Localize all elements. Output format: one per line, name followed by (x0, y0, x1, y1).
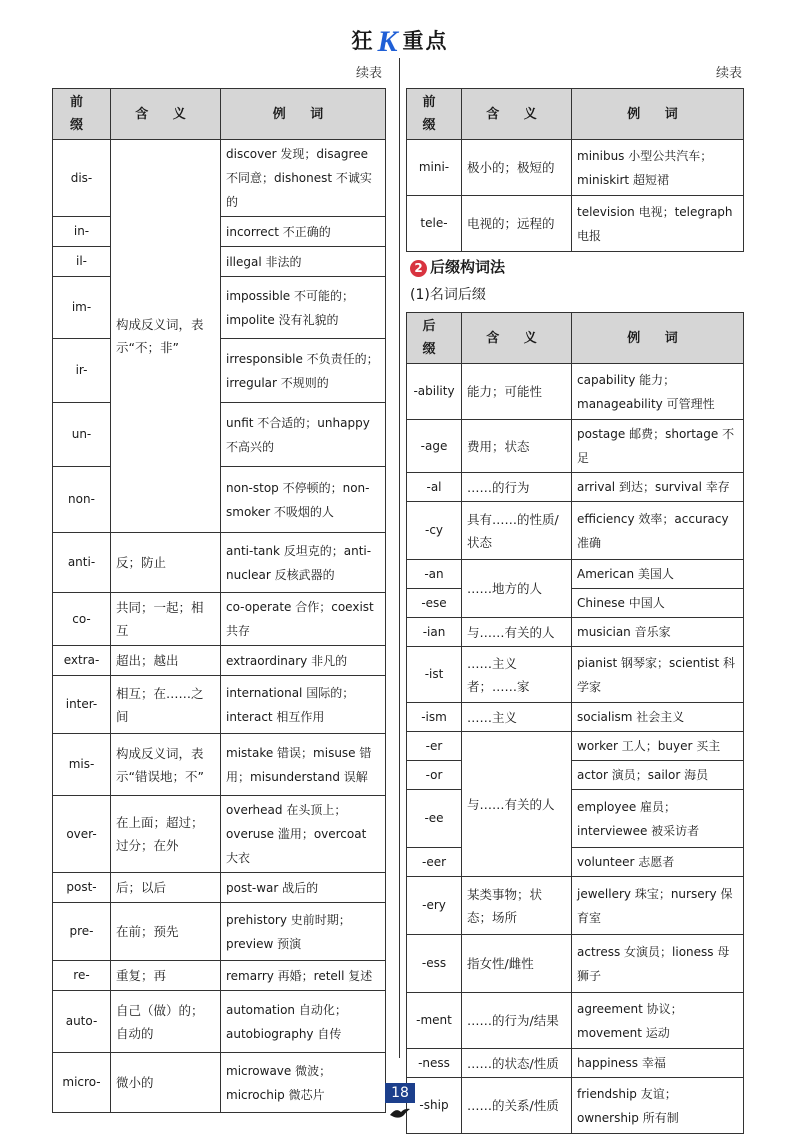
example-cell: remarry 再婚；retell 复述 (221, 961, 386, 991)
table-row (407, 1049, 744, 1078)
table-row (53, 140, 386, 217)
merged-meaning-cell: ……地方的人 (462, 560, 572, 618)
meaning-cell: ……的行为 (462, 473, 572, 502)
prefix-cell: mini- (407, 140, 462, 196)
section-title (410, 256, 505, 277)
table-row (407, 877, 744, 935)
example-cell: jewellery 珠宝；nursery 保育室 (572, 877, 744, 935)
suffix-cell: -ment (407, 993, 462, 1049)
example-cell: international 国际的；interact 相互作用 (221, 676, 386, 734)
prefix-cell: mis- (53, 734, 111, 796)
example-cell: friendship 友谊；ownership 所有制 (572, 1078, 744, 1134)
meaning-cell: ……的关系/性质 (462, 1078, 572, 1134)
header-k-logo: K (377, 25, 400, 58)
example-cell: co-operate 合作；coexist 共存 (221, 593, 386, 646)
suffix-cell: -ess (407, 935, 462, 993)
example-cell: capability 能力；manageability 可管理性 (572, 364, 744, 420)
example-cell: American 美国人 (572, 560, 744, 589)
suffix-cell: -cy (407, 502, 462, 560)
table-row (407, 473, 744, 502)
table-row (53, 873, 386, 903)
example-cell: actress 女演员；lioness 母狮子 (572, 935, 744, 993)
meaning-cell: ……的行为/结果 (462, 993, 572, 1049)
section-title-text: 后缀构词法 (430, 258, 506, 276)
meaning-cell: 具有……的性质/状态 (462, 502, 572, 560)
suffix-cell: -eer (407, 848, 462, 877)
suffix-cell: -ship (407, 1078, 462, 1134)
table-row (407, 589, 744, 618)
table-row (53, 646, 386, 676)
prefix-cell: tele- (407, 196, 462, 252)
col-header-suffix: 后 缀 (407, 313, 462, 364)
prefix-cell: co- (53, 593, 111, 646)
meaning-cell: 指女性/雌性 (462, 935, 572, 993)
table-row (53, 1053, 386, 1113)
suffix-cell: -age (407, 420, 462, 473)
meaning-cell: 能力；可能性 (462, 364, 572, 420)
suffix-cell: -ery (407, 877, 462, 935)
suffix-cell: -ee (407, 790, 462, 848)
continued-label-right: 续表 (716, 66, 743, 81)
meaning-cell: 与……有关的人 (462, 618, 572, 647)
table-row (407, 196, 744, 252)
example-cell: agreement 协议；movement 运动 (572, 993, 744, 1049)
example-cell: unfit 不合适的；unhappy 不高兴的 (221, 403, 386, 467)
example-cell: pianist 钢琴家；scientist 科学家 (572, 647, 744, 703)
table-row (53, 961, 386, 991)
example-cell: microwave 微波；microchip 微芯片 (221, 1053, 386, 1113)
prefix-cell: auto- (53, 991, 111, 1053)
example-cell: prehistory 史前时期；preview 预演 (221, 903, 386, 961)
page-header (0, 22, 800, 56)
example-cell: television 电视；telegraph 电报 (572, 196, 744, 252)
meaning-cell: 费用；状态 (462, 420, 572, 473)
example-cell: postage 邮费；shortage 不足 (572, 420, 744, 473)
example-cell: illegal 非法的 (221, 247, 386, 277)
table-row (407, 502, 744, 560)
table-row (407, 848, 744, 877)
table-row (407, 140, 744, 196)
merged-meaning-cell: 与……有关的人 (462, 732, 572, 877)
suffix-cell: -or (407, 761, 462, 790)
prefix-cell: micro- (53, 1053, 111, 1113)
table-row (407, 618, 744, 647)
prefix-table-right (406, 88, 744, 252)
table-row (53, 676, 386, 734)
table-row (407, 647, 744, 703)
table-row (407, 732, 744, 761)
prefix-cell: in- (53, 217, 111, 247)
header-right: 重点 (402, 29, 449, 53)
meaning-cell: ……的状态/性质 (462, 1049, 572, 1078)
example-cell: automation 自动化；autobiography 自传 (221, 991, 386, 1053)
table-row (407, 790, 744, 848)
prefix-cell: pre- (53, 903, 111, 961)
col-header-meaning: 含 义 (462, 313, 572, 364)
example-cell: worker 工人；buyer 买主 (572, 732, 744, 761)
example-cell: efficiency 效率；accuracy 准确 (572, 502, 744, 560)
meaning-cell: 相互；在……之间 (111, 676, 221, 734)
prefix-cell: il- (53, 247, 111, 277)
example-cell: happiness 幸福 (572, 1049, 744, 1078)
suffix-table (406, 312, 744, 1134)
example-cell: overhead 在头顶上；overuse 滥用；overcoat 大衣 (221, 796, 386, 873)
meaning-cell: 在前；预先 (111, 903, 221, 961)
example-cell: Chinese 中国人 (572, 589, 744, 618)
col-header-meaning: 含 义 (111, 89, 221, 140)
example-cell: employee 雇员；interviewee 被采访者 (572, 790, 744, 848)
prefix-cell: re- (53, 961, 111, 991)
continued-label-left: 续表 (356, 66, 383, 81)
prefix-cell: inter- (53, 676, 111, 734)
table-row (407, 935, 744, 993)
page-number: 18 (385, 1083, 415, 1103)
prefix-table-left (52, 88, 386, 1113)
table-row (407, 1078, 744, 1134)
prefix-cell: im- (53, 277, 111, 339)
header-left: 狂 (351, 29, 375, 53)
prefix-cell: non- (53, 467, 111, 533)
meaning-cell: 共同；一起；相互 (111, 593, 221, 646)
table-row (53, 903, 386, 961)
suffix-cell: -al (407, 473, 462, 502)
suffix-cell: -ism (407, 703, 462, 732)
meaning-cell: 构成反义词，表示“错误地；不” (111, 734, 221, 796)
example-cell: post-war 战后的 (221, 873, 386, 903)
col-header-example: 例 词 (572, 313, 744, 364)
example-cell: impossible 不可能的；impolite 没有礼貌的 (221, 277, 386, 339)
example-cell: mistake 错误；misuse 错用；misunderstand 误解 (221, 734, 386, 796)
col-header-meaning: 含 义 (462, 89, 572, 140)
table-row (53, 533, 386, 593)
example-cell: actor 演员；sailor 海员 (572, 761, 744, 790)
meaning-cell: 电视的；远程的 (462, 196, 572, 252)
example-cell: anti-tank 反坦克的；anti-nuclear 反核武器的 (221, 533, 386, 593)
table-row (407, 761, 744, 790)
suffix-cell: -ness (407, 1049, 462, 1078)
meaning-cell: 超出；越出 (111, 646, 221, 676)
prefix-cell: ir- (53, 339, 111, 403)
example-cell: irresponsible 不负责任的；irregular 不规则的 (221, 339, 386, 403)
col-header-prefix: 前 缀 (407, 89, 462, 140)
example-cell: musician 音乐家 (572, 618, 744, 647)
suffix-cell: -er (407, 732, 462, 761)
col-header-example: 例 词 (572, 89, 744, 140)
meaning-cell: 反；防止 (111, 533, 221, 593)
meaning-cell: 自己（做）的；自动的 (111, 991, 221, 1053)
table-row (53, 796, 386, 873)
meaning-cell: 某类事物；状态；场所 (462, 877, 572, 935)
table-row (407, 703, 744, 732)
subsection-title: (1)名词后缀 (410, 287, 486, 303)
meaning-cell: 极小的；极短的 (462, 140, 572, 196)
table-row (53, 593, 386, 646)
meaning-cell: 微小的 (111, 1053, 221, 1113)
prefix-cell: anti- (53, 533, 111, 593)
suffix-cell: -ist (407, 647, 462, 703)
meaning-cell: 重复；再 (111, 961, 221, 991)
suffix-cell: -an (407, 560, 462, 589)
table-row (53, 734, 386, 796)
meaning-cell: 后；以后 (111, 873, 221, 903)
example-cell: extraordinary 非凡的 (221, 646, 386, 676)
suffix-cell: -ian (407, 618, 462, 647)
example-cell: incorrect 不正确的 (221, 217, 386, 247)
example-cell: volunteer 志愿者 (572, 848, 744, 877)
table-row (407, 560, 744, 589)
meaning-cell: ……主义 (462, 703, 572, 732)
table-row (407, 420, 744, 473)
bird-icon (388, 1106, 412, 1120)
table-row (53, 991, 386, 1053)
meaning-cell: ……主义者；……家 (462, 647, 572, 703)
merged-meaning-cell: 构成反义词，表示“不；非” (111, 140, 221, 533)
example-cell: discover 发现；disagree 不同意；dishonest 不诚实的 (221, 140, 386, 217)
column-divider (399, 58, 400, 1058)
example-cell: minibus 小型公共汽车；miniskirt 超短裙 (572, 140, 744, 196)
suffix-cell: -ese (407, 589, 462, 618)
table-row (407, 364, 744, 420)
prefix-cell: over- (53, 796, 111, 873)
example-cell: socialism 社会主义 (572, 703, 744, 732)
example-cell: arrival 到达；survival 幸存 (572, 473, 744, 502)
prefix-cell: post- (53, 873, 111, 903)
col-header-example: 例 词 (221, 89, 386, 140)
col-header-prefix: 前 缀 (53, 89, 111, 140)
prefix-cell: dis- (53, 140, 111, 217)
example-cell: non-stop 不停顿的；non-smoker 不吸烟的人 (221, 467, 386, 533)
prefix-cell: extra- (53, 646, 111, 676)
suffix-cell: -ability (407, 364, 462, 420)
section-number-icon: 2 (410, 260, 427, 277)
prefix-cell: un- (53, 403, 111, 467)
table-row (407, 993, 744, 1049)
meaning-cell: 在上面；超过；过分；在外 (111, 796, 221, 873)
